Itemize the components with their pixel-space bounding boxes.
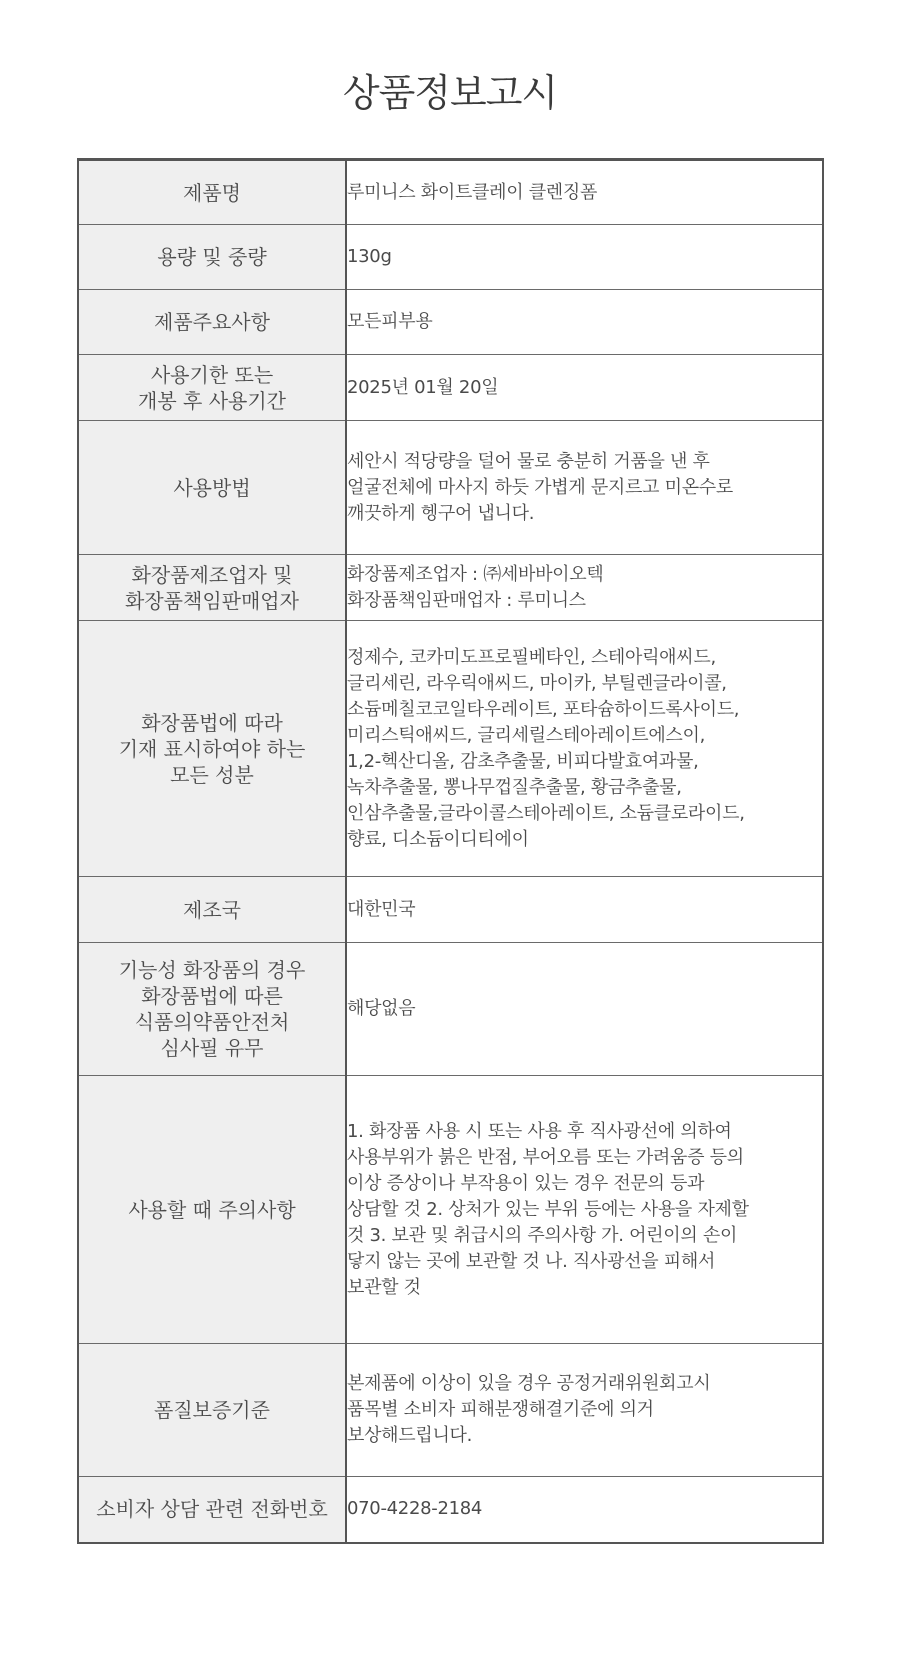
row-value: 루미니스 화이트클레이 클렌징폼 xyxy=(346,160,823,225)
row-value: 정제수, 코카미도프로필베타인, 스테아릭애씨드, 글리세린, 라우릭애씨드, 마이카, 부틸렌글라이콜, 소듐메칠코코일타우레이트, 포타슘하이드록사이드, 미리스틱애씨드, 글리세릴스테아레이트에스이, 1,2-헥산디올, 감초추출물, 비피다발효여과물, 녹차추출물, 뽕나무껍질추출물, 황금추출물, 인삼추출물,글라이콜스테아레이트, 소듐클로라이드, 향료, 디소듐이디티에이 xyxy=(346,621,823,877)
table-row xyxy=(78,1076,823,1344)
row-value: 130g xyxy=(346,225,823,290)
page-title: 상품정보고시 xyxy=(342,71,558,115)
row-value: 세안시 적당량을 덜어 물로 충분히 거품을 낸 후 얼굴전체에 마사지 하듯 가볍게 문지르고 미온수로 깨끗하게 헹구어 냅니다. xyxy=(346,421,823,555)
row-label: 제품명 xyxy=(78,160,346,225)
row-label: 제품주요사항 xyxy=(78,290,346,355)
table-row xyxy=(78,160,823,225)
table-row xyxy=(78,877,823,943)
row-label: 화장품법에 따라 기재 표시하여야 하는 모든 성분 xyxy=(78,621,346,877)
table-row xyxy=(78,943,823,1076)
row-label: 용량 및 중량 xyxy=(78,225,346,290)
row-value: 모든피부용 xyxy=(346,290,823,355)
product-info-table xyxy=(77,158,824,1544)
row-label: 폼질보증기준 xyxy=(78,1344,346,1477)
table-row xyxy=(78,1477,823,1543)
table-row xyxy=(78,225,823,290)
row-value: 070-4228-2184 xyxy=(346,1477,823,1543)
row-label: 사용할 때 주의사항 xyxy=(78,1076,346,1344)
row-label: 기능성 화장품의 경우 화장품법에 따른 식품의약품안전처 심사필 유무 xyxy=(78,943,346,1076)
row-value: 화장품제조업자 : ㈜세바바이오텍 화장품책임판매업자 : 루미니스 xyxy=(346,555,823,621)
row-label: 제조국 xyxy=(78,877,346,943)
table-row xyxy=(78,355,823,421)
table-row xyxy=(78,421,823,555)
row-value: 대한민국 xyxy=(346,877,823,943)
row-value: 2025년 01월 20일 xyxy=(346,355,823,421)
row-label: 사용방법 xyxy=(78,421,346,555)
table-row xyxy=(78,290,823,355)
row-label: 화장품제조업자 및 화장품책임판매업자 xyxy=(78,555,346,621)
row-value: 해당없음 xyxy=(346,943,823,1076)
row-value: 본제품에 이상이 있을 경우 공정거래위원회고시 품목별 소비자 피해분쟁해결기준에 의거 보상해드립니다. xyxy=(346,1344,823,1477)
table-row xyxy=(78,621,823,877)
row-label: 사용기한 또는 개봉 후 사용기간 xyxy=(78,355,346,421)
row-label: 소비자 상담 관련 전화번호 xyxy=(78,1477,346,1543)
table-row xyxy=(78,1344,823,1477)
table-row xyxy=(78,555,823,621)
row-value: 1. 화장품 사용 시 또는 사용 후 직사광선에 의하여 사용부위가 붉은 반점, 부어오름 또는 가려움증 등의 이상 증상이나 부작용이 있는 경우 전문의 등과 상담할 것 2. 상처가 있는 부위 등에는 사용을 자제할 것 3. 보관 및 취급시의 주의사항 가. 어린이의 손이 닿지 않는 곳에 보관할 것 나. 직사광선을 피해서 보관할 것 xyxy=(346,1076,823,1344)
